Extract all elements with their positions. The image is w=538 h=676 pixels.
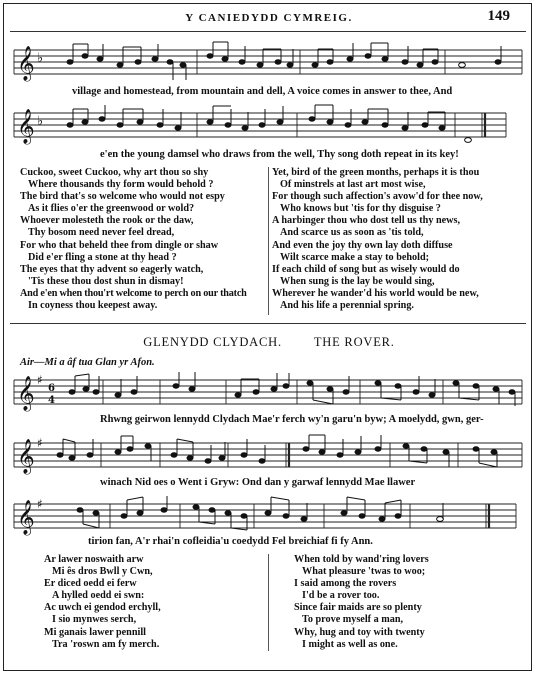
song-title-english: THE ROVER. [313,335,395,349]
verse-line: Since fair maids are so plenty [294,602,422,614]
verse-line: Where thousands thy form would behold ? [28,179,214,191]
svg-text:𝄞: 𝄞 [17,109,35,144]
music-staff-3 [0,370,538,416]
verse-line: Who knows but 'tis for thy disguise ? [280,203,441,215]
stanza-left [44,554,254,651]
verse-line: As it flies o'er the greenwood or wold? [28,203,195,215]
stanza-left [20,167,268,312]
verse-line: The eyes that thy advent so eagerly watch, [20,263,204,275]
verse-line: I might as well as one. [302,638,398,650]
verse-line: If each child of song but as wisely would do [272,263,460,275]
air-note: Air—Mi a âf tua Glan yr Afon. [20,357,155,368]
running-head: Y CANIEDYDD CYMREIG. [185,12,353,24]
verse-line: For though such affection's avow'd for thee now, [272,191,483,203]
verse-line: A hylled oedd ei swn: [52,590,145,602]
verse-line: Thy bosom need never feel dread, [28,227,175,239]
stanza-right [294,554,514,651]
music-staff-2 [0,103,538,149]
header-rule [10,31,526,32]
verse-line: Ac uwch ei gendod erchyll, [44,602,161,614]
verse-line: A harbinger thou who dost tell us thy news, [272,215,461,227]
verse-line: 'Tis these thou dost shun in dismay! [28,275,184,287]
verse-line: The bird that's so welcome who would not espy [20,191,225,203]
verse-line: Tra 'roswn am fy merch. [52,638,160,650]
verse-line: Mi ês dros Bwll y Cwn, [52,566,153,578]
svg-text:6: 6 [48,383,55,394]
verse-line: To prove myself a man, [302,614,404,626]
svg-text:𝄞: 𝄞 [17,439,35,474]
verse-line: Wherever he wander'd his world would be new, [272,287,479,299]
svg-text:𝄞: 𝄞 [17,500,35,535]
verse-line: When told by wand'ring lovers [294,554,429,565]
verse-line: When sung is the lay be would sing, [280,275,435,287]
page-number: 149 [487,8,510,24]
svg-text:♭: ♭ [37,51,44,66]
verse-line: And even the joy thy own lay doth diffuse [272,239,453,251]
verse-line: Whoever molesteth the rook or the daw, [20,215,194,227]
music-staff-5 [0,494,538,540]
verse-line: Ar lawer noswaith arw [44,554,144,565]
svg-text:♯: ♯ [37,373,43,387]
verse-line: And his life a perennial spring. [280,300,414,312]
verse-line: Yet, bird of the green months, perhaps it is thou [272,167,480,178]
column-divider [268,554,269,651]
verse-line: Mi ganais lawer pennill [44,626,146,638]
column-divider [268,167,269,315]
song-title-welsh: GLENYDD CLYDACH. [143,335,282,349]
lyric-line: winach Nid oes o Went i Gryw: Ond dan y garwaf lennydd Mae llawer [100,477,416,488]
verse-line: I sio mynwes serch, [52,614,137,626]
verse-line: And scarce us as soon as 'tis told, [280,227,424,239]
svg-text:♭: ♭ [37,114,44,129]
verse-line: In coyness thou keepest away. [28,300,158,312]
lyric-line: tirion fan, A'r rhai'n cofleidia'u coedydd Fel breichiaf fi fy Ann. [88,536,373,547]
song-title [0,335,538,350]
verse-line: I said among the rovers [294,578,397,590]
verse-line: Er diced oedd ei ferw [44,578,137,590]
verse-line: And e'en when thou'rt welcome to perch on our thatch [20,287,247,299]
verse-line: Wilt scarce make a stay to behold; [280,251,430,263]
verse-line: Did e'er fling a stone at thy head ? [28,251,177,263]
lyric-line: village and homestead, from mountain and dell, A voice comes in answer to thee, And [72,86,453,97]
lyric-line: e'en the young damsel who draws from the well, Thy song doth repeat in its key! [100,149,459,160]
svg-text:♯: ♯ [37,497,43,511]
verse-line: Why, hug and toy with twenty [294,626,425,638]
svg-text:𝄞: 𝄞 [17,376,35,411]
verse-line: What pleasure 'twas to woo; [302,566,426,578]
music-staff-1 [0,40,538,86]
section-rule [10,323,526,324]
verse-line: I'd be a rover too. [302,590,380,602]
verse-line: Cuckoo, sweet Cuckoo, why art thou so shy [20,167,209,178]
verse-line: For who that beheld thee from dingle or shaw [20,239,219,251]
svg-text:𝄞: 𝄞 [17,46,35,81]
svg-text:♯: ♯ [37,436,43,450]
music-staff-4 [0,433,538,479]
stanza-right [272,167,520,312]
verse-line: Of minstrels at last art most wise, [280,179,426,191]
svg-text:4: 4 [48,395,55,406]
lyric-line: Rhwng geirwon lennydd Clydach Mae'r ferch wy'n garu'n byw; A moelydd, gwn, ger- [100,414,484,425]
